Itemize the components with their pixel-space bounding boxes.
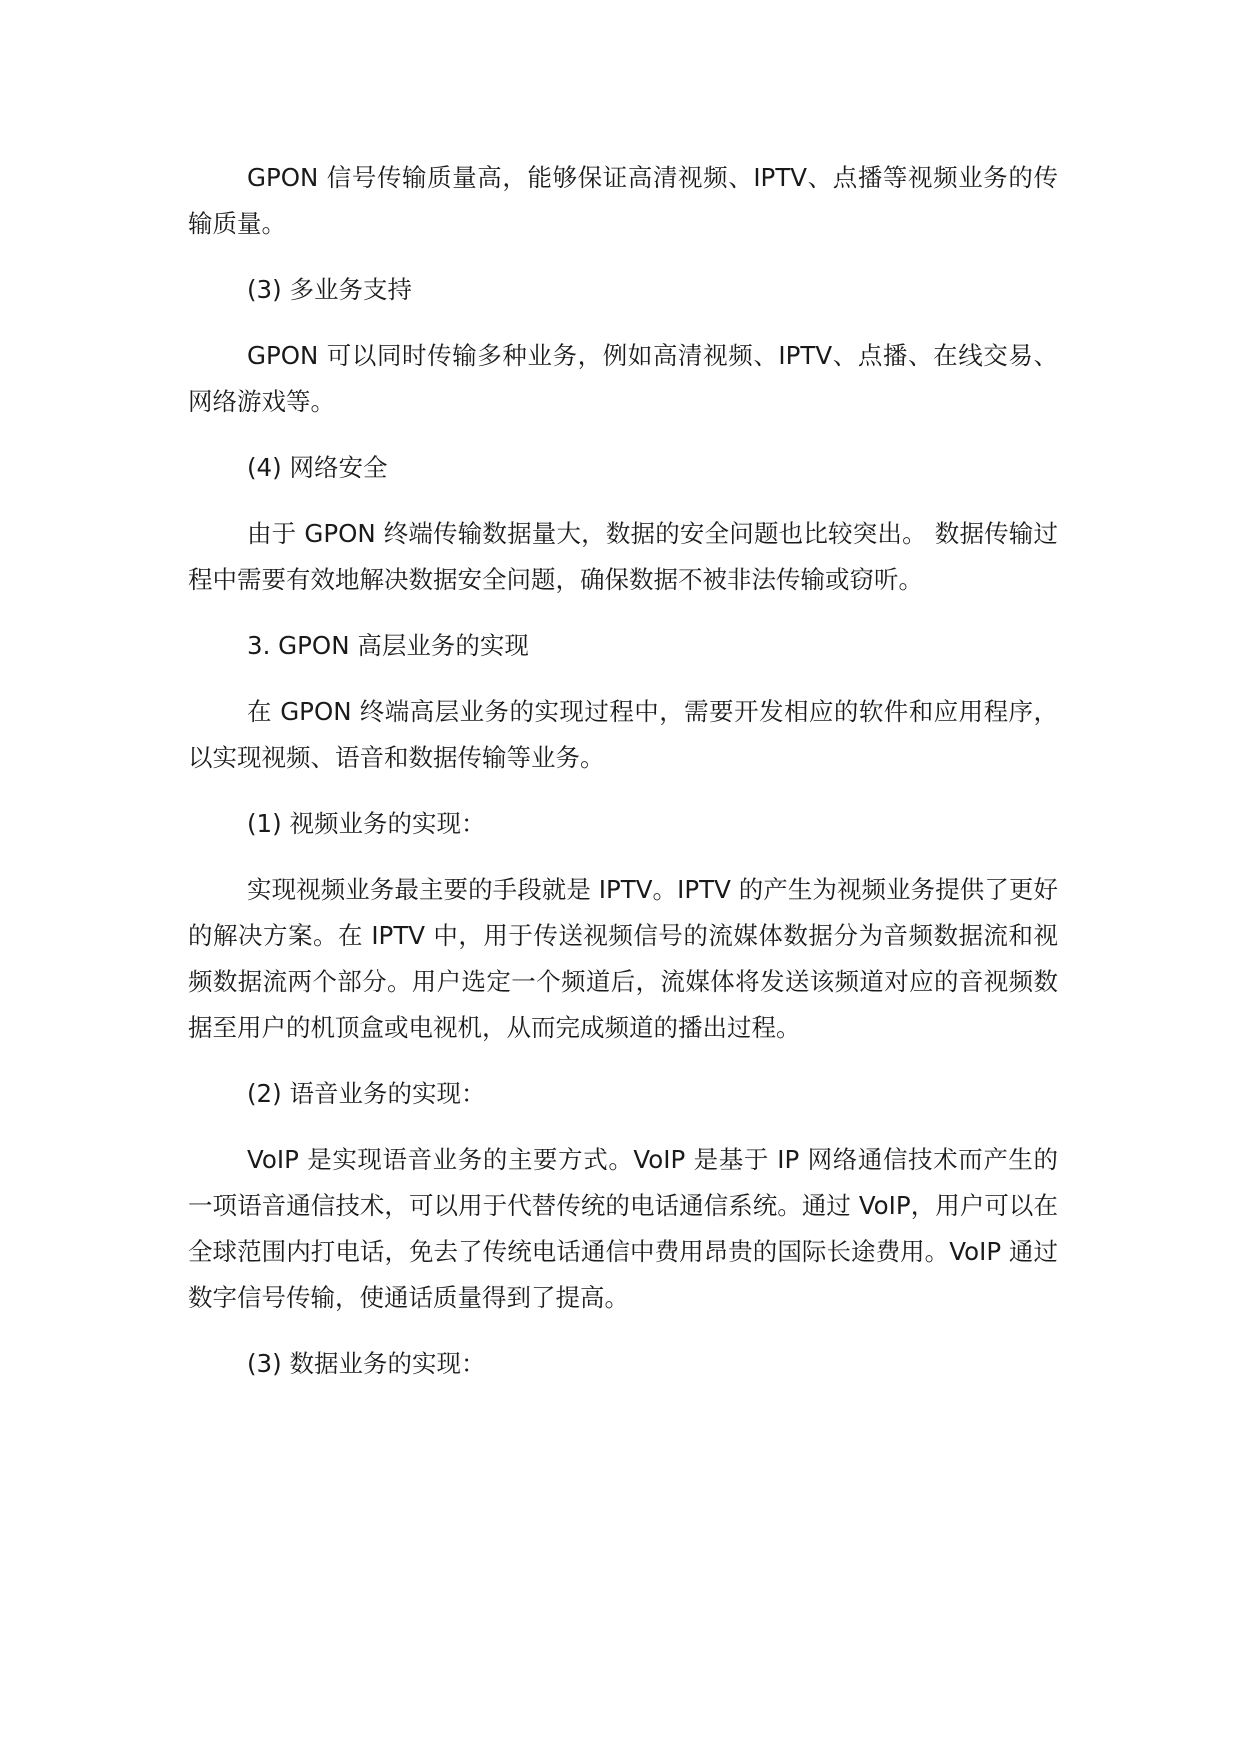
- paragraph-video-service: 实现视频业务最主要的手段就是 IPTV。IPTV 的产生为视频业务提供了更好的解决方案。在 IPTV 中，用于传送视频信号的流媒体数据分为音频数据流和视频数据流两个部分。用户选定一个频道后，流媒体将发送该频道对应的音视频数据至用户的机顶盒或电视机，从而完成频道的播出过程。: [188, 875, 1058, 1042]
- heading-video-service: (1) 视频业务的实现：: [247, 809, 486, 838]
- heading-data-service: (3) 数据业务的实现：: [247, 1349, 486, 1378]
- heading-high-layer-services: 3. GPON 高层业务的实现: [247, 631, 529, 660]
- paragraph-multi-service: GPON 可以同时传输多种业务，例如高清视频、IPTV、点播、在线交易、网络游戏等。: [188, 341, 1058, 416]
- page-content: [188, 155, 1058, 1387]
- heading-voice-service: (2) 语音业务的实现：: [247, 1079, 486, 1108]
- paragraph-high-layer-services: 在 GPON 终端高层业务的实现过程中，需要开发相应的软件和应用程序，以实现视频、语音和数据传输等业务。: [188, 697, 1058, 772]
- paragraph-gpon-quality: GPON 信号传输质量高，能够保证高清视频、IPTV、点播等视频业务的传输质量。: [188, 163, 1058, 238]
- heading-network-security: (4) 网络安全: [247, 453, 388, 482]
- paragraph-network-security: 由于 GPON 终端传输数据量大，数据的安全问题也比较突出。 数据传输过程中需要有效地解决数据安全问题，确保数据不被非法传输或窃听。: [188, 519, 1058, 594]
- paragraph-voice-service: VoIP 是实现语音业务的主要方式。VoIP 是基于 IP 网络通信技术而产生的一项语音通信技术，可以用于代替传统的电话通信系统。通过 VoIP，用户可以在全球范围内打电话，免去了传统电话通信中费用昂贵的国际长途费用。VoIP 通过数字信号传输，使通话质量得到了提高。: [188, 1145, 1058, 1312]
- heading-multi-service: (3) 多业务支持: [247, 275, 412, 304]
